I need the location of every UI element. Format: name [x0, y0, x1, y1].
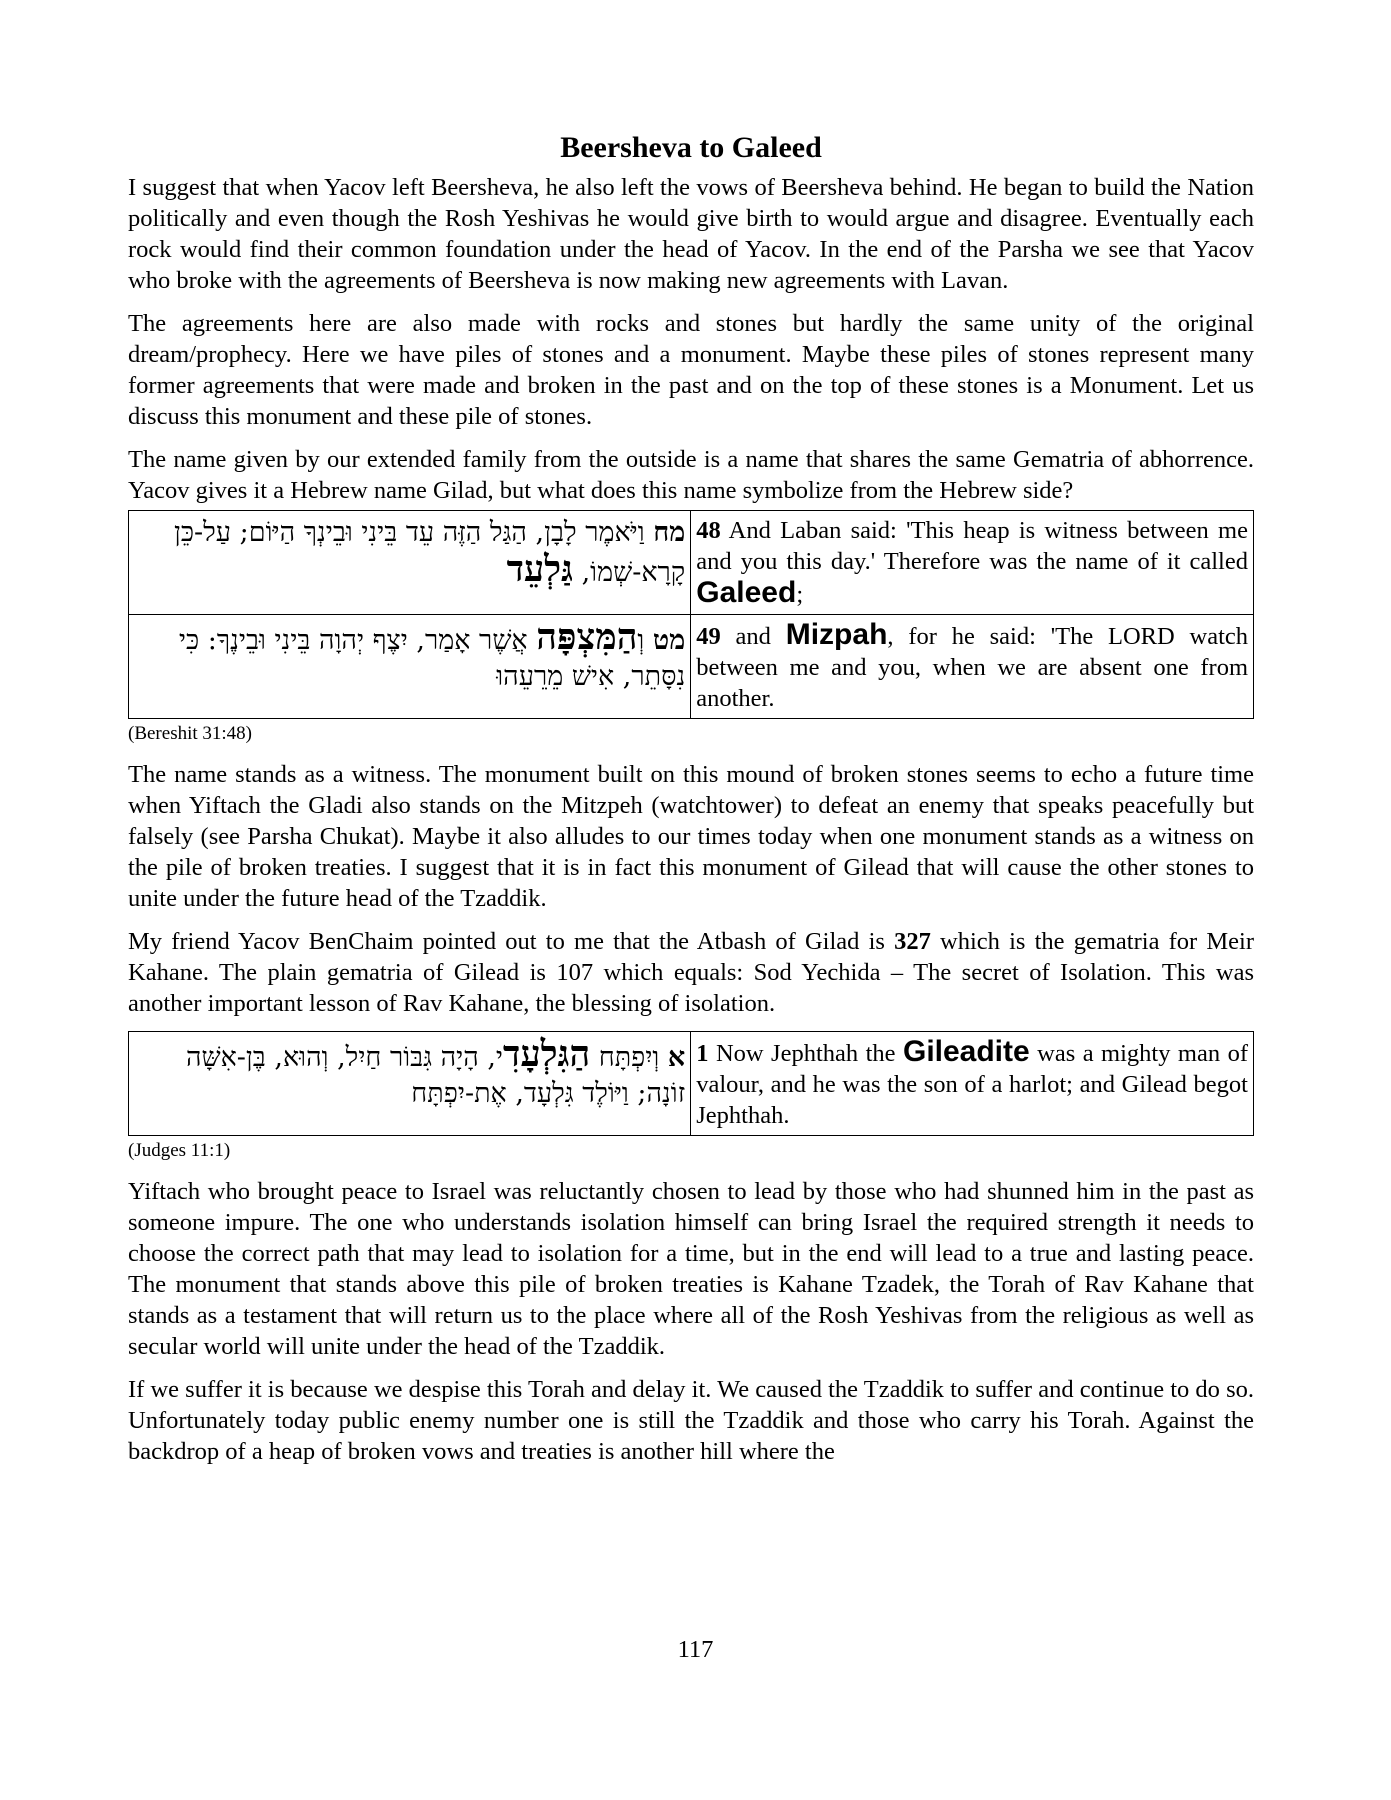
english-verse-49 [691, 615, 1254, 719]
highlight-word: Mizpah [785, 618, 888, 651]
citation-judges: (Judges 11:1) [128, 1140, 231, 1161]
verse-number: 49 [696, 623, 721, 650]
hebrew-verse-text: וַיֹּאמֶר לָבָן, הַגַּל הַזֶּה עֵד בֵּינִי וּבֵינְךָ הַיּוֹם; עַל-כֵּן קָרָא-שְׁמוֹ, [173, 517, 686, 588]
hebrew-verse-number: א [667, 1042, 686, 1073]
verse-prefix: Now Jephthah the [708, 1040, 903, 1067]
hebrew-verse-1 [129, 1032, 691, 1136]
hebrew-verse-number: מח [653, 517, 686, 548]
verse-prefix: and [720, 623, 786, 650]
page-number: 117 [677, 1636, 714, 1663]
paragraph-2: The agreements here are also made with rocks and stones but hardly the same unity of the original dream/prophecy. Here we have piles of stones and a monument. Maybe these piles of stones represent many former agreements that were made and broken in the past and on the top of these stones is a Monument. Let us discuss this monument and these pile of stones. [128, 310, 1254, 430]
verse-text: , for he said: 'The LORD watch between me and you, when we are absent one from another. [696, 623, 1248, 712]
hebrew-highlight-word: הַמִּצְפָּה [536, 616, 638, 658]
hebrew-verse-text: אֲשֶׁר אָמַר, יִצֶף יְהוָה בֵּינִי וּבֵינֶךָ: כִּי נִסָּתֵר, אִישׁ מֵרֵעֵהוּ [178, 625, 686, 692]
paragraph-7: If we suffer it is because we despise this Torah and delay it. We caused the Tzaddik to suffer and continue to do so. Unfortunately today public enemy number one is still the Tzaddik and those who carry his Torah. Against the backdrop of a heap of broken vows and treaties is another hill where the [128, 1376, 1254, 1465]
hebrew-verse-48 [129, 511, 691, 615]
hebrew-verse-prefix: וְיִפְתָּח [590, 1042, 668, 1073]
english-verse-1 [691, 1032, 1254, 1136]
paragraph-5-pre: My friend Yacov BenChaim pointed out to me that the Atbash of Gilad is [128, 928, 895, 955]
paragraph-5-post: which is the gematria for Meir Kahane. The plain gematria of Gilead is 107 which equals: Sod Yechida – The secret of Isolation. This was another important lesson of Rav Kahane, the blessing of isolation. [128, 928, 1254, 1017]
verse-text: And Laban said: 'This heap is witness between me and you this day.' Therefore was the name of it called [696, 517, 1248, 575]
highlight-word: Galeed [696, 576, 797, 609]
verse-number: 48 [696, 517, 721, 544]
highlight-word: Gileadite [902, 1035, 1030, 1068]
verse-row-1 [129, 1032, 1254, 1136]
hebrew-highlight-word: גַּלְעֵד [506, 548, 574, 590]
paragraph-3: The name given by our extended family from the outside is a name that shares the same Gematria of abhorrence. Yacov gives it a Hebrew name Gilad, but what does this name symbolize from the Hebrew side? [128, 446, 1254, 504]
paragraph-5 [128, 926, 1254, 1019]
page-title: Beersheva to Galeed [560, 131, 822, 164]
verse-number: 1 [696, 1040, 709, 1067]
english-verse-48 [691, 511, 1254, 615]
hebrew-verse-text: י, הָיָה גִּבּוֹר חַיִל, וְהוּא, בֶּן-אִשָּׁה זוֹנָה; וַיּוֹלֶד גִּלְעָד, אֶת-יִפְתָּח [185, 1042, 686, 1109]
hebrew-verse-prefix: וְ [637, 625, 653, 656]
page-content [128, 130, 1254, 1479]
paragraph-6: Yiftach who brought peace to Israel was reluctantly chosen to lead by those who had shunned him in the past as someone impure. The one who understands isolation himself can bring Israel the required strength it needs to choose the correct path that may lead to isolation for a time, but in the end will lead to a true and lasting peace. The monument that stands above this pile of broken treaties is Kahane Tzadek, the Torah of Rav Kahane that stands as a testament that will return us to the place where all of the Rosh Yeshivas from the religious as well as secular world will unite under the head of the Tzaddik. [128, 1178, 1254, 1360]
verse-text: was a mighty man of valour, and he was the son of a harlot; and Gilead begot Jephthah. [696, 1040, 1248, 1129]
citation-bereshit: (Bereshit 31:48) [128, 723, 253, 744]
paragraph-1: I suggest that when Yacov left Beersheva, he also left the vows of Beersheva behind. He began to build the Nation politically and even though the Rosh Yeshivas he would give birth to would argue and disagree. Eventually each rock would find their common foundation under the head of Yacov. In the end of the Parsha we see that Yacov who broke with the agreements of Beersheva is now making new agreements with Lavan. [128, 174, 1254, 294]
atbash-number: 327 [894, 928, 931, 955]
hebrew-verse-number: מט [652, 625, 686, 656]
verse-tail: ; [796, 581, 804, 608]
hebrew-verse-49 [129, 615, 691, 719]
hebrew-highlight-word: הַגִּלְעָדִ [503, 1033, 591, 1075]
verse-table-bereshit [128, 510, 1254, 719]
verse-row-49 [129, 615, 1254, 719]
verse-table-judges [128, 1031, 1254, 1136]
verse-row-48 [129, 511, 1254, 615]
paragraph-4: The name stands as a witness. The monument built on this mound of broken stones seems to echo a future time when Yiftach the Gladi also stands on the Mitzpeh (watchtower) to defeat an enemy that speaks peacefully but falsely (see Parsha Chukat). Maybe it also alludes to our times today when one monument stands as a witness on the pile of broken treaties. I suggest that it is in fact this monument of Gilead that will cause the other stones to unite under the future head of the Tzaddik. [128, 761, 1254, 912]
